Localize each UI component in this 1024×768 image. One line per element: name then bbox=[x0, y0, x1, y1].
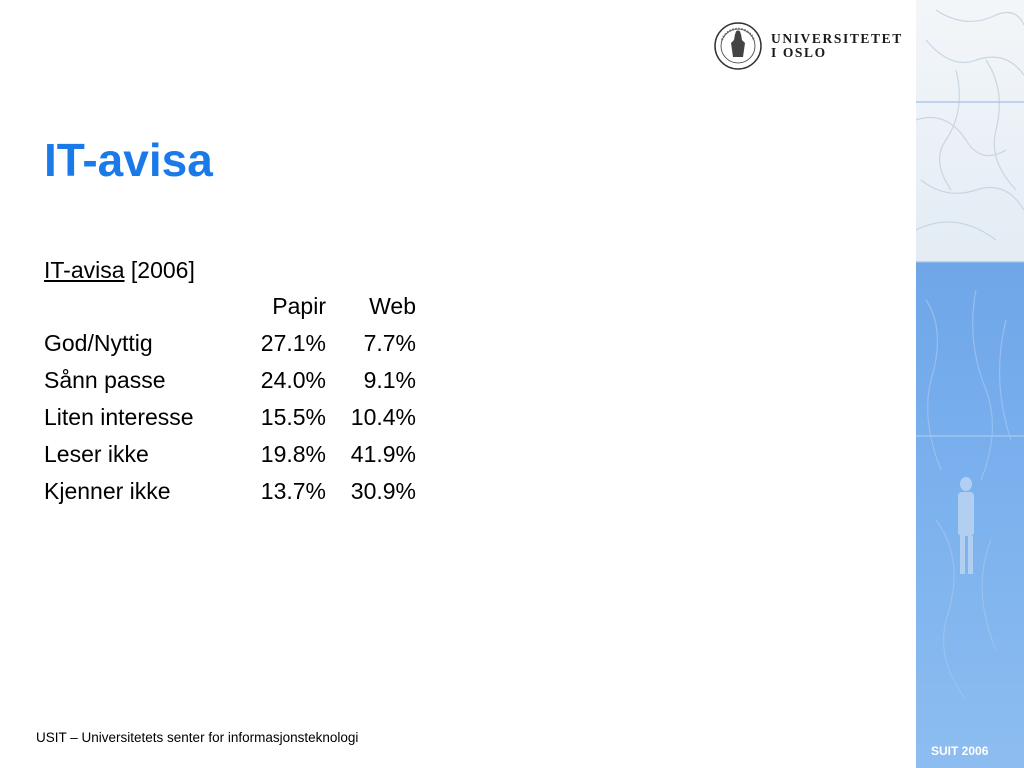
row-label: Kjenner ikke bbox=[44, 478, 171, 504]
row-web: 9.1% bbox=[363, 367, 416, 393]
university-logo bbox=[714, 22, 903, 70]
row-label: Liten interesse bbox=[44, 404, 194, 430]
readership-table bbox=[42, 288, 418, 510]
logo-line-2: I OSLO bbox=[771, 45, 827, 60]
header-papir: Papir bbox=[272, 293, 326, 319]
table-row bbox=[42, 436, 418, 473]
row-web: 10.4% bbox=[350, 404, 416, 430]
it-avisa-link[interactable]: IT-avisa bbox=[44, 257, 125, 283]
row-papir: 27.1% bbox=[260, 330, 326, 356]
slide-title: IT-avisa bbox=[44, 134, 213, 186]
row-papir: 15.5% bbox=[260, 404, 326, 430]
subtitle-year: [2006] bbox=[130, 257, 195, 283]
row-papir: 19.8% bbox=[260, 441, 326, 467]
row-label: God/Nyttig bbox=[44, 330, 153, 356]
table-row bbox=[42, 473, 418, 510]
table-row bbox=[42, 399, 418, 436]
row-label: Sånn passe bbox=[44, 367, 166, 393]
row-papir: 13.7% bbox=[260, 478, 326, 504]
row-web: 41.9% bbox=[350, 441, 416, 467]
logo-line-1: UNIVERSITETET bbox=[771, 31, 903, 46]
row-papir: 24.0% bbox=[260, 367, 326, 393]
footer-right-text: SUIT 2006 bbox=[931, 744, 989, 758]
table-header-row bbox=[42, 288, 418, 325]
header-empty bbox=[42, 288, 242, 325]
decorative-side-band bbox=[916, 0, 1024, 768]
row-web: 7.7% bbox=[363, 330, 416, 356]
university-seal-icon bbox=[714, 22, 762, 70]
footer-text: USIT – Universitetets senter for informasjonsteknologi bbox=[36, 730, 359, 745]
table-row bbox=[42, 362, 418, 399]
row-label: Leser ikke bbox=[44, 441, 149, 467]
table-row bbox=[42, 325, 418, 362]
header-web: Web bbox=[369, 293, 416, 319]
slide-subtitle bbox=[44, 256, 195, 284]
row-web: 30.9% bbox=[350, 478, 416, 504]
